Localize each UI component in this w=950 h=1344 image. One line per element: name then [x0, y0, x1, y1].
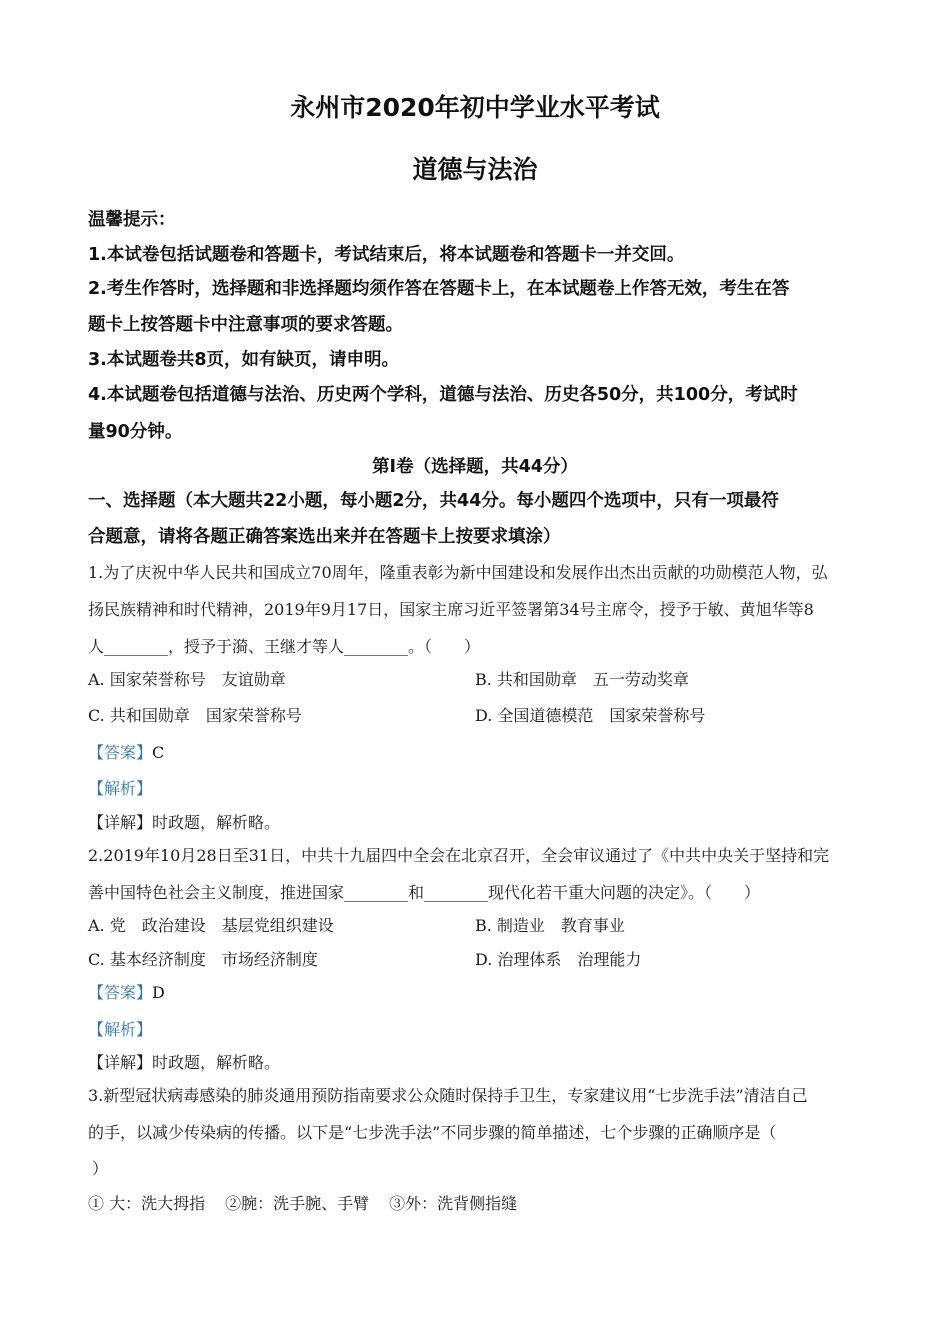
- section-intro: 一、选择题（本大题共22小题，每小题2分，共44分。每小题四个选项中，只有一项最符: [88, 491, 779, 511]
- answer-row: [88, 980, 165, 1003]
- option-a: A. 党 政治建设 基层党组织建设: [88, 916, 334, 935]
- exam-subject: 道德与法治: [412, 155, 538, 184]
- question-text: 2.2019年10月28日至31日，中共十九届四中全会在北京召开，全会审议通过了《中共中央关于坚持和完: [88, 846, 830, 865]
- question-text: 人________，授予于漪、王继才等人________。（ ）: [88, 637, 481, 656]
- exam-title: 永州市2020年初中学业水平考试: [290, 93, 660, 122]
- answer-value: C: [152, 743, 165, 762]
- option-b: B. 共和国勋章 五一劳动奖章: [475, 670, 689, 689]
- notice-line: 2.考生作答时，选择题和非选择题均须作答在答题卡上，在本试题卷上作答无效，考生在答: [88, 279, 790, 299]
- detail-text: 时政题，解析略。: [152, 813, 281, 832]
- question-text: 3.新型冠状病毒感染的肺炎通用预防指南要求公众随时保持手卫生，专家建议用“七步洗手法”清洁自己: [88, 1086, 808, 1105]
- option-c: C. 共和国勋章 国家荣誉称号: [88, 706, 302, 725]
- detail-label: 【详解】: [88, 813, 153, 832]
- question-text: 的手，以减少传染病的传播。以下是“七步洗手法”不同步骤的简单描述，七个步骤的正确顺序是（: [88, 1123, 777, 1142]
- answer-value: D: [152, 983, 165, 1002]
- step-item: ③外：洗背侧指缝: [389, 1194, 518, 1213]
- question-text: 1.为了庆祝中华人民共和国成立70周年，隆重表彰为新中国建设和发展作出杰出贡献的功勋模范人物，弘: [88, 563, 828, 582]
- answer-label: 【答案】: [88, 983, 153, 1002]
- analysis-label: 【解析】: [88, 779, 153, 798]
- detail-row: [88, 1050, 280, 1073]
- detail-row: [88, 810, 280, 833]
- step-list: [88, 1191, 517, 1214]
- question-text: 扬民族精神和时代精神，2019年9月17日，国家主席习近平签署第34号主席令，授予于敏、黄旭华等8: [88, 600, 814, 619]
- detail-text: 时政题，解析略。: [152, 1053, 281, 1072]
- notice-line: 量90分钟。: [88, 422, 183, 442]
- answer-label: 【答案】: [88, 743, 153, 762]
- notice-line: 题卡上按答题卡中注意事项的要求答题。: [88, 315, 403, 335]
- option-d: D. 治理体系 治理能力: [475, 950, 642, 969]
- step-item: ① 大：洗大拇指: [88, 1194, 206, 1213]
- step-item: ②腕：洗手腕、手臂: [225, 1194, 370, 1213]
- question-text: 善中国特色社会主义制度，推进国家________和________现代化若干重大问题的决定》。（ ）: [88, 883, 761, 902]
- notice-line: 4.本试题卷包括道德与法治、历史两个学科，道德与法治、历史各50分，共100分，考试时: [88, 385, 798, 405]
- analysis-label: 【解析】: [88, 1020, 153, 1039]
- notice-heading: 温馨提示：: [88, 210, 176, 230]
- notice-line: 3.本试题卷共8页，如有缺页，请申明。: [88, 350, 399, 370]
- notice-line: 1.本试卷包括试题卷和答题卡，考试结束后，将本试题卷和答题卡一并交回。: [88, 245, 685, 265]
- option-c: C. 基本经济制度 市场经济制度: [88, 950, 318, 969]
- option-d: D. 全国道德模范 国家荣誉称号: [475, 706, 706, 725]
- section-intro: 合题意，请将各题正确答案选出来并在答题卡上按要求填涂）: [88, 527, 561, 547]
- section-title: 第Ⅰ卷（选择题，共44分）: [372, 457, 578, 477]
- answer-row: [88, 740, 164, 763]
- question-text: ）: [92, 1159, 109, 1178]
- option-a: A. 国家荣誉称号 友谊勋章: [88, 670, 286, 689]
- detail-label: 【详解】: [88, 1053, 153, 1072]
- option-b: B. 制造业 教育事业: [475, 916, 625, 935]
